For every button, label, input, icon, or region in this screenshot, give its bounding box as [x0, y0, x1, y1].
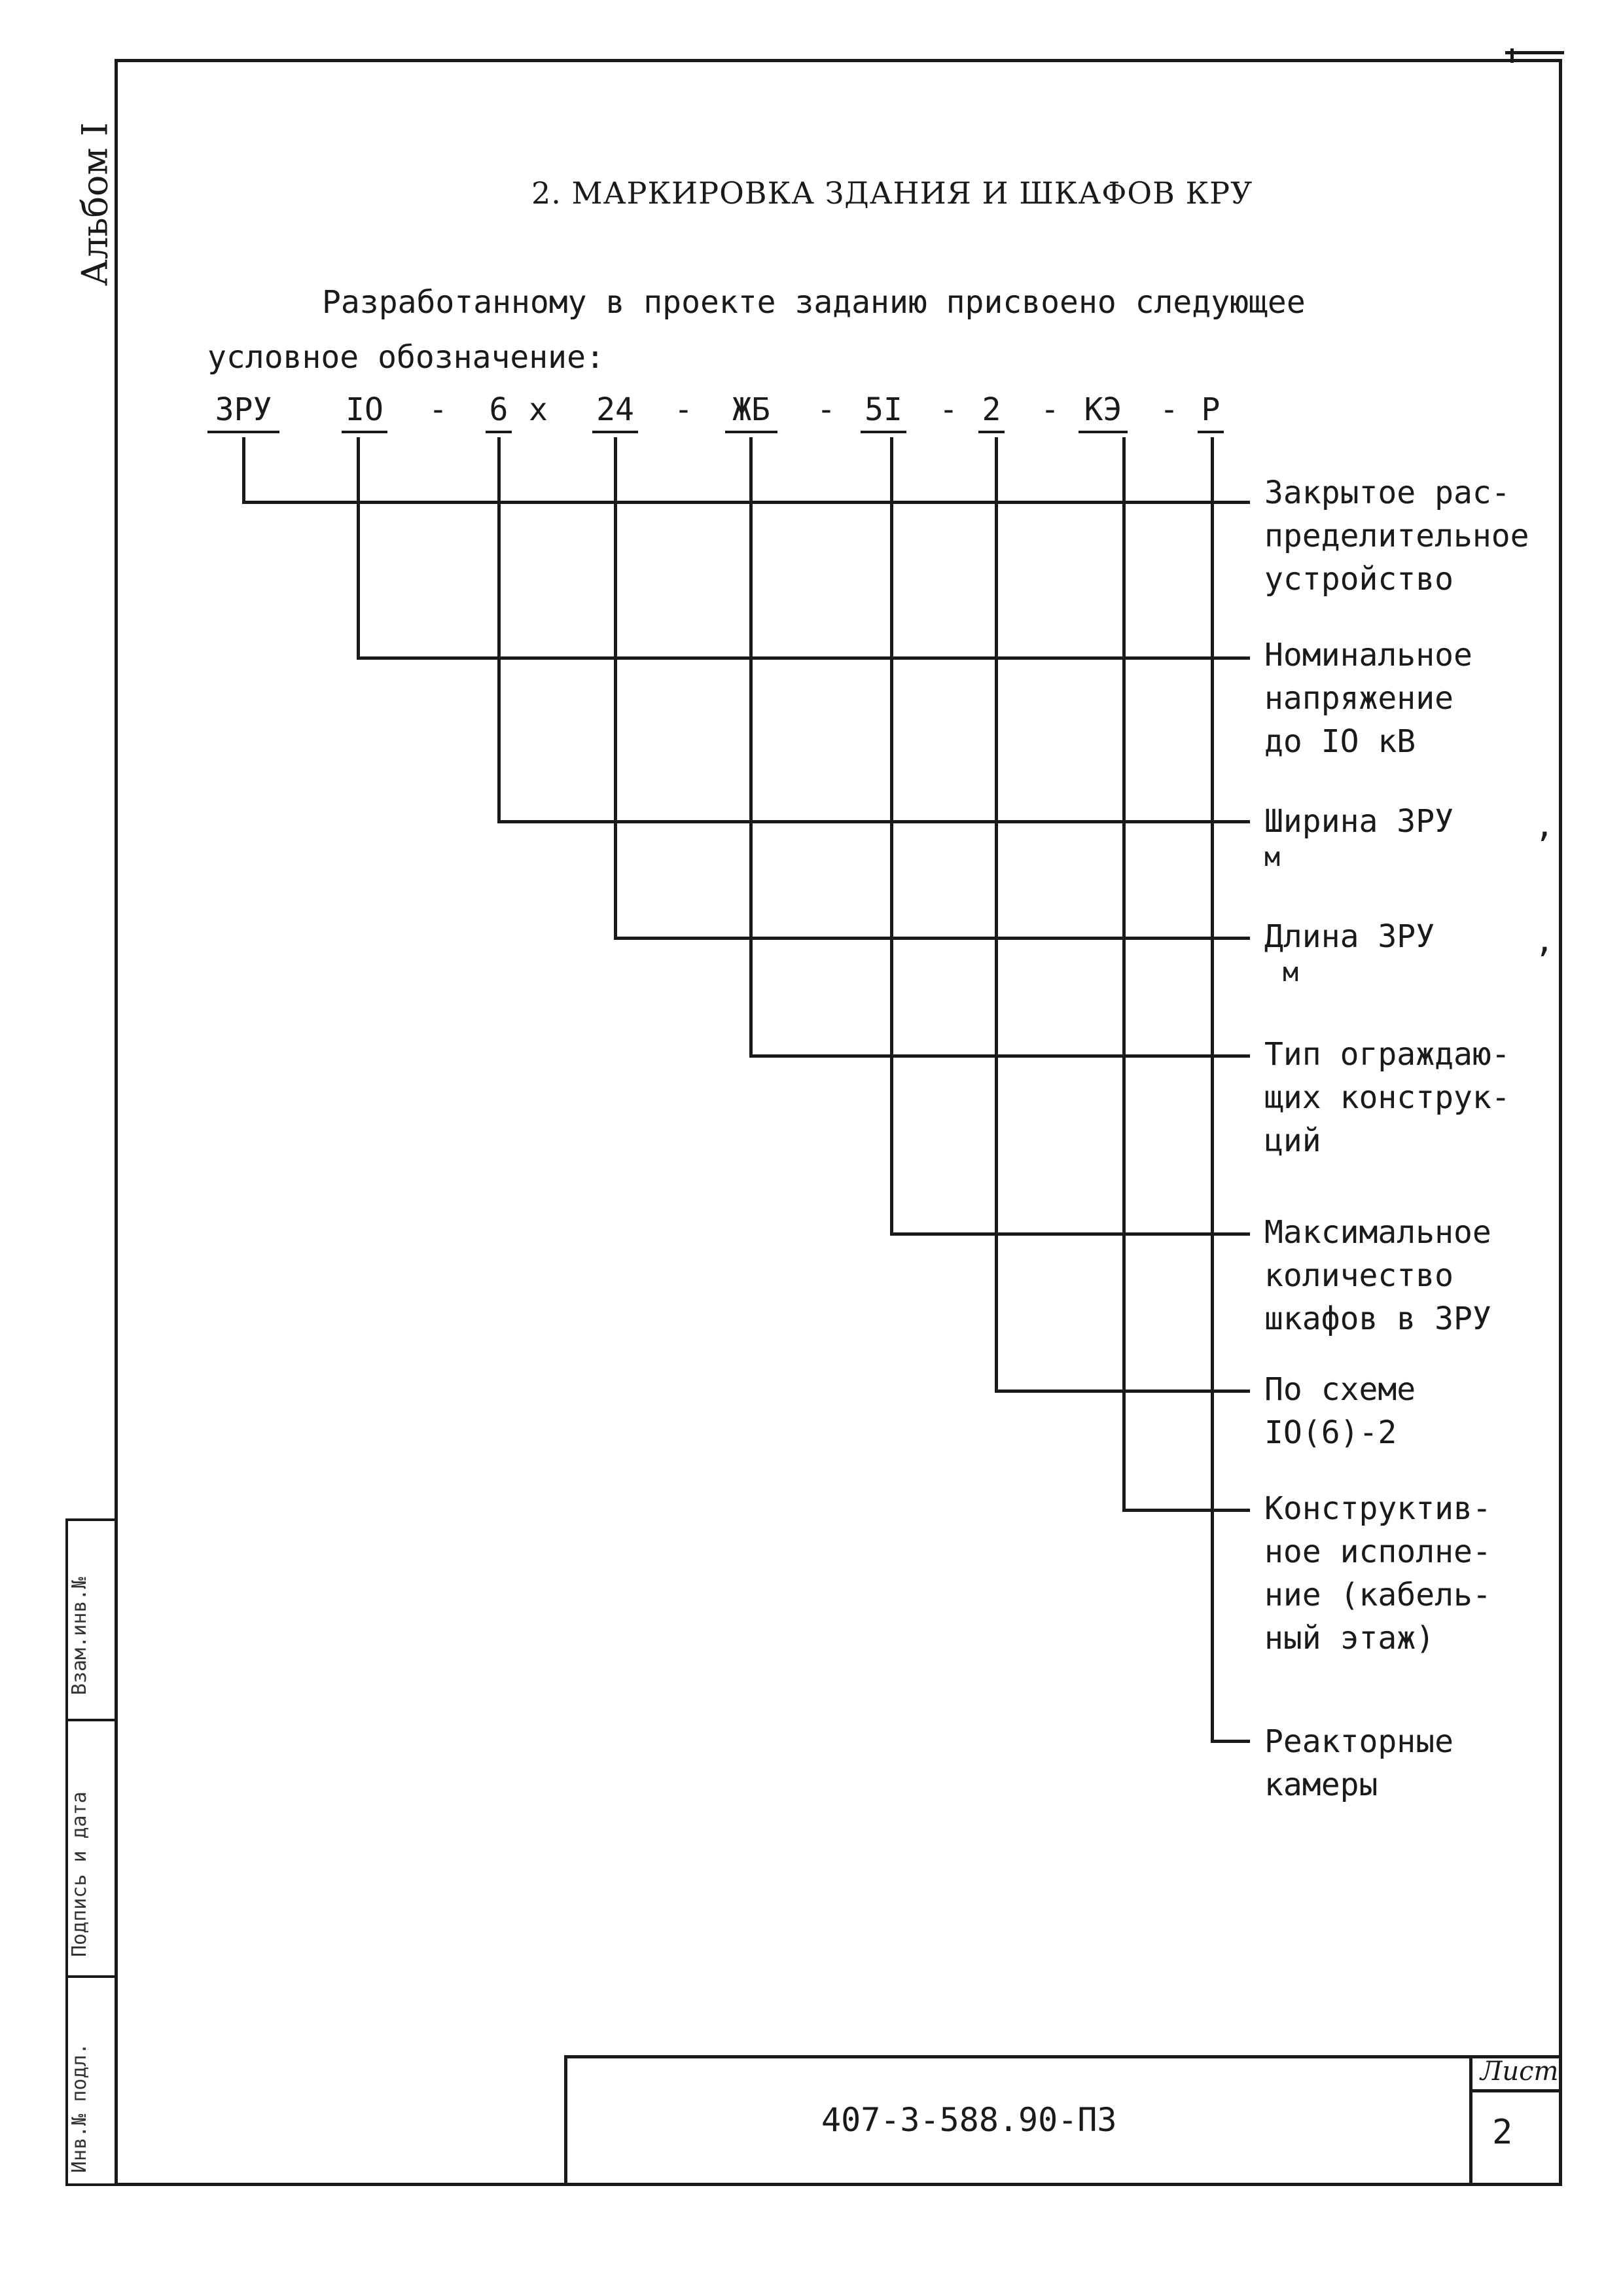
code-separator: x: [529, 391, 548, 428]
desc-line: устройство: [1264, 561, 1454, 598]
leader-vertical-cabinets: [890, 437, 893, 1236]
code-separator: -: [429, 391, 448, 428]
leader-horizontal-voltage: [357, 656, 1250, 660]
desc-length-comma: ,: [1535, 922, 1555, 960]
leader-vertical-wall-type: [749, 437, 753, 1058]
leader-horizontal-scheme: [995, 1390, 1250, 1393]
desc-line: щих конструк-: [1264, 1079, 1510, 1116]
desc-width-comma: ,: [1535, 806, 1555, 844]
leader-horizontal-cabinets: [890, 1232, 1250, 1236]
section-title: 2. МАРКИРОВКА ЗДАНИЯ И ШКАФОВ КРУ: [531, 175, 1253, 211]
desc-line: Реакторные: [1264, 1723, 1454, 1760]
sheet-label: Лист: [1480, 2056, 1559, 2087]
desc-line: пределительное: [1264, 518, 1529, 554]
desc-line: Тип ограждаю-: [1264, 1036, 1510, 1073]
intro-text: [207, 275, 1306, 385]
desc-line: Максимальное: [1264, 1214, 1491, 1251]
leader-horizontal-zru: [242, 501, 1250, 504]
desc-line: Закрытое рас-: [1264, 475, 1510, 511]
desc-line: ный этаж): [1264, 1620, 1435, 1657]
desc-line: ций: [1264, 1122, 1321, 1159]
desc-unit: м: [1283, 958, 1299, 988]
leader-horizontal-width: [497, 820, 1250, 823]
stamp-label-replacement: Взам.инв.№: [68, 1577, 91, 1695]
desc-line: напряжение: [1264, 680, 1454, 717]
code-segment-voltage: IO: [342, 391, 387, 433]
desc-wall-type: [1264, 1033, 1510, 1162]
code-segment-wall-type: ЖБ: [725, 391, 777, 433]
code-separator: -: [939, 391, 958, 428]
code-segment-cabinets: 5I: [861, 391, 906, 433]
code-segment-width: 6: [486, 391, 512, 433]
code-separator: -: [674, 391, 693, 428]
desc-line: ное исполне-: [1264, 1534, 1491, 1570]
desc-line: ние (кабель-: [1264, 1577, 1491, 1613]
desc-design: [1264, 1487, 1491, 1660]
leader-vertical-scheme: [995, 437, 998, 1393]
code-segment-length: 24: [592, 391, 638, 433]
leader-horizontal-length: [614, 937, 1250, 940]
desc-line: Длина ЗРУ: [1264, 918, 1435, 955]
desc-line: IO(6)-2: [1264, 1414, 1397, 1451]
intro-line-1: Разработанному в проекте заданию присвоено следующее: [322, 284, 1306, 321]
leader-vertical-zru: [242, 437, 245, 504]
desc-scheme: [1264, 1368, 1416, 1454]
leader-vertical-voltage: [357, 437, 360, 660]
code-separator: -: [1160, 391, 1179, 428]
leader-horizontal-design: [1122, 1509, 1250, 1512]
stamp-label-original: Инв.№ подл.: [68, 2043, 91, 2173]
desc-line: Ширина ЗРУ: [1264, 803, 1454, 840]
code-separator: -: [817, 391, 836, 428]
leader-vertical-length: [614, 437, 617, 940]
album-label: Альбом I: [74, 122, 116, 287]
desc-line: до IO кВ: [1264, 723, 1416, 760]
desc-line: По схеме: [1264, 1371, 1416, 1408]
corner-mark: [1505, 51, 1564, 60]
desc-line: Номинальное: [1264, 637, 1472, 673]
code-segment-reactor: Р: [1198, 391, 1224, 433]
desc-line: Конструктив-: [1264, 1490, 1491, 1527]
desc-length: [1264, 915, 1435, 987]
leader-vertical-design: [1122, 437, 1126, 1512]
code-segment-zru: ЗРУ: [207, 391, 279, 433]
leader-vertical-width: [497, 437, 501, 823]
code-segment-scheme: 2: [978, 391, 1005, 433]
code-segment-design: КЭ: [1079, 391, 1128, 433]
desc-line: количество: [1264, 1257, 1454, 1294]
sheet-number: 2: [1492, 2113, 1513, 2152]
code-separator: -: [1041, 391, 1060, 428]
desc-unit: м: [1264, 842, 1281, 872]
desc-voltage: [1264, 634, 1472, 763]
intro-line-2: условное обозначение:: [207, 339, 605, 376]
corner-tick: [1510, 48, 1514, 63]
desc-zru: [1264, 471, 1529, 601]
desc-line: камеры: [1264, 1767, 1378, 1803]
leader-vertical-reactor: [1211, 437, 1214, 1743]
desc-cabinets: [1264, 1211, 1491, 1340]
document-code: 407-3-588.90-ПЗ: [821, 2101, 1117, 2139]
stamp-label-signature: Подпись и дата: [68, 1791, 91, 1957]
desc-line: шкафов в ЗРУ: [1264, 1300, 1491, 1337]
leader-horizontal-wall-type: [749, 1054, 1250, 1058]
leader-horizontal-reactor: [1211, 1740, 1250, 1743]
sheet-box-divider: [1469, 2089, 1562, 2092]
desc-width: [1264, 800, 1454, 872]
desc-reactor: [1264, 1720, 1454, 1806]
